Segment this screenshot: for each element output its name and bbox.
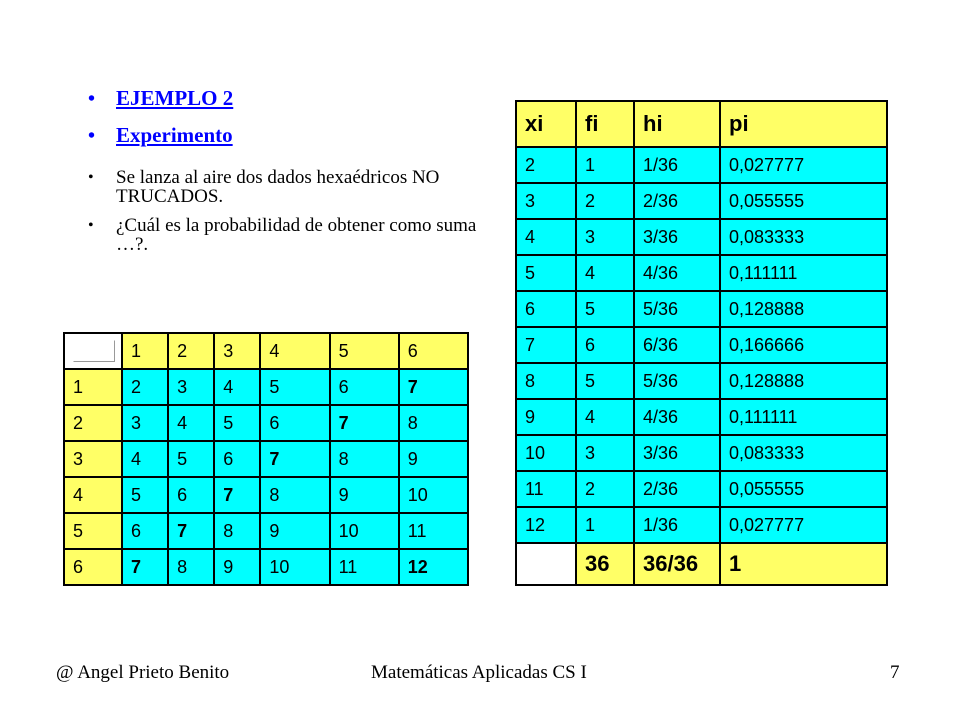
- sum-cell: 9: [399, 441, 468, 477]
- sum-cell: 4: [122, 441, 168, 477]
- pi-cell: 0,055555: [720, 471, 887, 507]
- sum-cell: 7: [168, 513, 214, 549]
- header-cell-pi: pi: [720, 101, 887, 147]
- pi-cell: 0,166666: [720, 327, 887, 363]
- xi-cell: 10: [516, 435, 576, 471]
- header-cell: 2: [168, 333, 214, 369]
- table-row: [516, 507, 887, 543]
- bullet-icon: •: [88, 125, 96, 147]
- table-row: [64, 441, 468, 477]
- xi-cell: 8: [516, 363, 576, 399]
- sum-cell: 5: [168, 441, 214, 477]
- table-row: [64, 477, 468, 513]
- sum-cell: 7: [214, 477, 260, 513]
- bullet-icon: •: [88, 88, 96, 110]
- sum-cell: 8: [168, 549, 214, 585]
- sum-cell: 7: [122, 549, 168, 585]
- sum-cell: 6: [330, 369, 399, 405]
- pi-cell: 0,027777: [720, 147, 887, 183]
- experimento-link[interactable]: Experimento: [116, 123, 233, 147]
- corner-cell: [64, 333, 122, 369]
- page-number: 7: [890, 662, 900, 683]
- pi-cell: 0,128888: [720, 291, 887, 327]
- fi-cell: 3: [576, 219, 634, 255]
- sum-cell: 8: [330, 441, 399, 477]
- row-label-cell: 1: [64, 369, 122, 405]
- pi-cell: 0,111111: [720, 255, 887, 291]
- sum-cell: 7: [330, 405, 399, 441]
- ejemplo-link[interactable]: EJEMPLO 2: [116, 86, 234, 110]
- fi-cell: 6: [576, 327, 634, 363]
- sum-cell: 11: [330, 549, 399, 585]
- xi-cell: 6: [516, 291, 576, 327]
- hi-cell: 4/36: [634, 255, 720, 291]
- xi-cell: 3: [516, 183, 576, 219]
- sum-cell: 9: [330, 477, 399, 513]
- table-row: [516, 399, 887, 435]
- hi-cell: 5/36: [634, 363, 720, 399]
- hi-cell: 1/36: [634, 147, 720, 183]
- sum-cell: 10: [330, 513, 399, 549]
- hi-cell: 4/36: [634, 399, 720, 435]
- fi-cell: 1: [576, 507, 634, 543]
- total-pi-cell: 1: [720, 543, 887, 585]
- table-row: [516, 219, 887, 255]
- table-row: [516, 147, 887, 183]
- sum-cell: 6: [122, 513, 168, 549]
- header-cell: 3: [214, 333, 260, 369]
- xi-cell: 7: [516, 327, 576, 363]
- xi-cell: 12: [516, 507, 576, 543]
- frequency-table: [515, 100, 888, 586]
- table-row: [64, 513, 468, 549]
- row-label-cell: 6: [64, 549, 122, 585]
- xi-cell: 11: [516, 471, 576, 507]
- sum-cell: 2: [122, 369, 168, 405]
- hi-cell: 1/36: [634, 507, 720, 543]
- fi-cell: 5: [576, 291, 634, 327]
- pi-cell: 0,128888: [720, 363, 887, 399]
- question-text: ¿Cuál es la probabilidad de obtener como suma …?.: [116, 215, 477, 255]
- table-row: [516, 471, 887, 507]
- fi-cell: 5: [576, 363, 634, 399]
- hi-cell: 3/36: [634, 435, 720, 471]
- pi-cell: 0,055555: [720, 183, 887, 219]
- pi-cell: 0,083333: [720, 435, 887, 471]
- sum-cell: 5: [122, 477, 168, 513]
- table-row: [516, 435, 887, 471]
- sum-cell: 5: [260, 369, 329, 405]
- fi-cell: 2: [576, 183, 634, 219]
- sum-cell: 8: [399, 405, 468, 441]
- header-cell: 1: [122, 333, 168, 369]
- total-hi-cell: 36/36: [634, 543, 720, 585]
- fi-cell: 3: [576, 435, 634, 471]
- sum-cell: 9: [214, 549, 260, 585]
- pi-cell: 0,083333: [720, 219, 887, 255]
- pi-cell: 0,027777: [720, 507, 887, 543]
- sum-cell: 8: [260, 477, 329, 513]
- heading-item-experimento: [88, 117, 488, 154]
- table-row: [64, 549, 468, 585]
- sum-cell: 10: [260, 549, 329, 585]
- sum-cell: 7: [260, 441, 329, 477]
- sum-cell: 8: [214, 513, 260, 549]
- xi-cell: 5: [516, 255, 576, 291]
- dice-sum-table: [63, 332, 469, 586]
- table-row: [516, 327, 887, 363]
- header-cell-hi: hi: [634, 101, 720, 147]
- totals-blank-cell: [516, 543, 576, 585]
- sum-cell: 5: [214, 405, 260, 441]
- text-item-2: [88, 216, 488, 254]
- footer-author: @ Angel Prieto Benito: [56, 662, 230, 683]
- hi-cell: 5/36: [634, 291, 720, 327]
- pi-cell: 0,111111: [720, 399, 887, 435]
- sum-cell: 4: [168, 405, 214, 441]
- bullet-icon: •: [88, 169, 94, 186]
- statement-text: Se lanza al aire dos dados hexaédricos NO TRUCADOS.: [116, 167, 440, 207]
- sum-cell: 4: [214, 369, 260, 405]
- heading-item-ejemplo: [88, 80, 488, 117]
- bullet-list: [88, 80, 488, 264]
- total-fi-cell: 36: [576, 543, 634, 585]
- row-label-cell: 3: [64, 441, 122, 477]
- hi-cell: 2/36: [634, 183, 720, 219]
- row-label-cell: 5: [64, 513, 122, 549]
- table-row: [516, 363, 887, 399]
- header-cell: 6: [399, 333, 468, 369]
- sum-cell: 10: [399, 477, 468, 513]
- freq-header-row: [516, 101, 887, 147]
- totals-row: [516, 543, 887, 585]
- sum-cell: 6: [214, 441, 260, 477]
- table-row: [64, 405, 468, 441]
- table-row: [64, 369, 468, 405]
- header-cell-fi: fi: [576, 101, 634, 147]
- table-row: [516, 183, 887, 219]
- fi-cell: 4: [576, 255, 634, 291]
- bullet-icon: •: [88, 217, 94, 234]
- row-label-cell: 2: [64, 405, 122, 441]
- xi-cell: 2: [516, 147, 576, 183]
- hi-cell: 3/36: [634, 219, 720, 255]
- table-row: [516, 255, 887, 291]
- sum-cell: 7: [399, 369, 468, 405]
- sum-cell: 12: [399, 549, 468, 585]
- fi-cell: 2: [576, 471, 634, 507]
- text-item-1: [88, 168, 488, 206]
- footer-course: Matemáticas Aplicadas CS I: [371, 662, 587, 683]
- row-label-cell: 4: [64, 477, 122, 513]
- table-row: [516, 291, 887, 327]
- hi-cell: 2/36: [634, 471, 720, 507]
- sum-cell: 3: [168, 369, 214, 405]
- xi-cell: 9: [516, 399, 576, 435]
- header-cell: 5: [330, 333, 399, 369]
- header-cell-xi: xi: [516, 101, 576, 147]
- sum-cell: 6: [168, 477, 214, 513]
- sum-cell: 6: [260, 405, 329, 441]
- sum-cell: 11: [399, 513, 468, 549]
- header-cell: 4: [260, 333, 329, 369]
- fi-cell: 1: [576, 147, 634, 183]
- fi-cell: 4: [576, 399, 634, 435]
- sum-header-row: [64, 333, 468, 369]
- sum-cell: 3: [122, 405, 168, 441]
- xi-cell: 4: [516, 219, 576, 255]
- hi-cell: 6/36: [634, 327, 720, 363]
- sum-cell: 9: [260, 513, 329, 549]
